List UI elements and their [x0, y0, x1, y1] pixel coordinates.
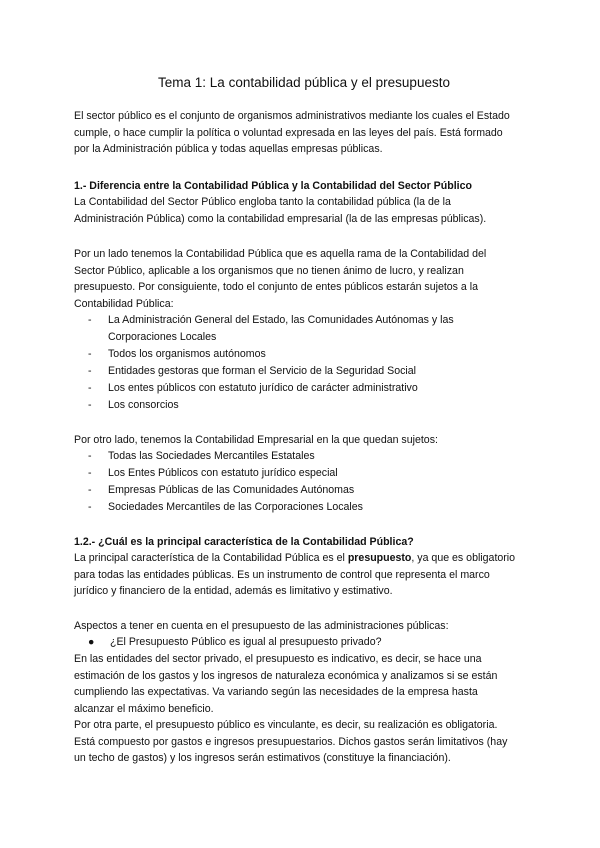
- text-line: Sector Público, aplicable a los organismos que no tienen ánimo de lucro, y realizan: [74, 264, 464, 277]
- bullet-question: ● ¿El Presupuesto Público es igual al presupuesto privado?: [88, 634, 381, 651]
- characteristic-paragraph: [74, 550, 544, 600]
- text-line: presupuesto. Por consiguiente, todo el conjunto de entes públicos estarán sujetos a la: [74, 281, 479, 293]
- text-line: cumple, o hace cumplir la política o voluntad expresada en las leyes del país. Está formado: [74, 126, 503, 139]
- list-item: - Todas las Sociedades Mercantiles Estatales: [88, 448, 363, 465]
- dash-marker: -: [88, 382, 92, 394]
- bullet-marker: ●: [88, 636, 95, 648]
- list-item: - Los Entes Públicos con estatuto jurídico especial: [88, 465, 363, 482]
- text-line: Por otra parte, el presupuesto público es vinculante, es decir, su realización es obligatoria.: [74, 719, 498, 731]
- text-line: La principal característica de la Contabilidad Pública es el presupuesto, ya que es obligatorio: [74, 552, 516, 564]
- answer-paragraph: [74, 651, 544, 767]
- text-line: cumpliendo las expectativas. Va variando según las necesidades de la empresa hasta: [74, 686, 478, 698]
- list-item: - Todos los organismos autónomos: [88, 346, 454, 363]
- list-item: - Los entes públicos con estatuto jurídico de carácter administrativo: [88, 380, 454, 397]
- page-title: Tema 1: La contabilidad pública y el presupuesto: [158, 75, 450, 90]
- dash-marker: -: [88, 450, 92, 462]
- text-line: estimación de los gastos y los ingresos de naturaleza económica y analizamos si se están: [74, 669, 498, 682]
- bold-term: presupuesto: [347, 552, 412, 564]
- list-item: - Empresas Públicas de las Comunidades Autónomas: [88, 482, 363, 499]
- dash-marker: -: [88, 348, 92, 360]
- dash-marker: -: [88, 399, 92, 411]
- public-entities-list: [88, 312, 454, 414]
- dash-marker: -: [88, 484, 92, 496]
- text-line: alcanzar el máximo beneficio.: [74, 702, 214, 715]
- text-line: Contabilidad Pública:: [74, 297, 174, 310]
- list-item-continuation: Corporaciones Locales: [108, 331, 217, 343]
- text-line: Administración Pública) como la contabilidad empresarial (la de las empresas públicas).: [74, 212, 487, 225]
- business-accounting-intro: Por otro lado, tenemos la Contabilidad Empresarial en la que quedan sujetos:: [74, 434, 438, 446]
- section-heading: 1.2.- ¿Cuál es la principal característica de la Contabilidad Pública?: [74, 536, 414, 548]
- text-line: La Contabilidad del Sector Público engloba tanto la contabilidad pública (la de la: [74, 196, 451, 208]
- list-item: - Los consorcios: [88, 397, 454, 414]
- business-entities-list: [88, 448, 363, 516]
- list-item: - Sociedades Mercantiles de las Corporaciones Locales: [88, 499, 363, 516]
- section-paragraph: [74, 194, 544, 227]
- public-accounting-paragraph: [74, 246, 544, 312]
- text-line: para todas las entidades públicas. Es un instrumento de control que representa el marco: [74, 568, 490, 581]
- text-line: En las entidades del sector privado, el presupuesto es indicativo, es decir, se hace una: [74, 653, 482, 665]
- dash-marker: -: [88, 314, 92, 326]
- dash-marker: -: [88, 365, 92, 377]
- list-item: - La Administración General del Estado, las Comunidades Autónomas y las: [88, 312, 454, 329]
- text-line: Por un lado tenemos la Contabilidad Pública que es aquella rama de la Contabilidad del: [74, 248, 487, 260]
- section-heading: 1.- Diferencia entre la Contabilidad Pública y la Contabilidad del Sector Público: [74, 180, 472, 192]
- text-line: un techo de gastos) y los ingresos serán estimativos (constituye la financiación).: [74, 752, 451, 764]
- intro-paragraph: [74, 108, 544, 158]
- text-line: por la Administración pública y todas aquellas empresas públicas.: [74, 143, 383, 155]
- text-line: jurídico y financiero de la entidad, además es limitativo y estimativo.: [74, 585, 393, 597]
- text-line: Está compuesto por gastos e ingresos presupuestarios. Dichos gastos serán limitativos (hay: [74, 735, 508, 748]
- list-item: - Entidades gestoras que forman el Servicio de la Seguridad Social: [88, 363, 454, 380]
- text-line: El sector público es el conjunto de organismos administrativos mediante los cuales el Estado: [74, 110, 510, 122]
- dash-marker: -: [88, 467, 92, 479]
- dash-marker: -: [88, 501, 92, 513]
- aspects-intro: Aspectos a tener en cuenta en el presupuesto de las administraciones públicas:: [74, 620, 449, 632]
